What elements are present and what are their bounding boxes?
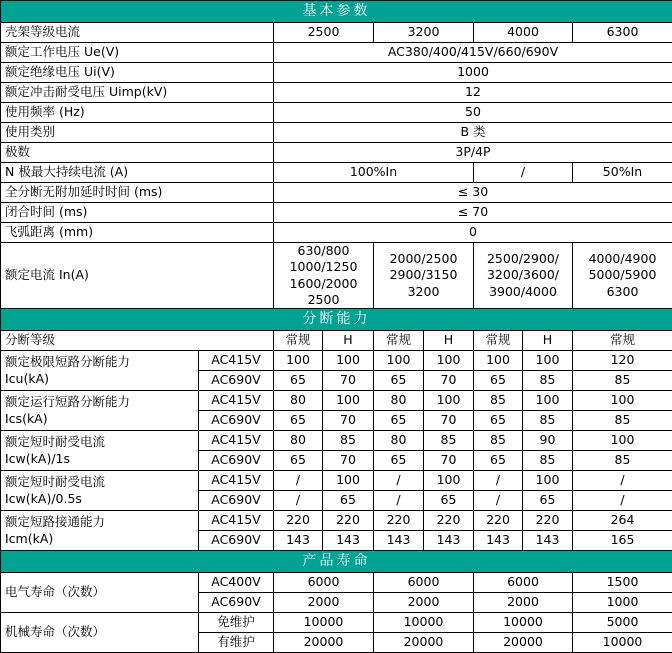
row-sublabel: AC690V [199,411,274,431]
value-line: 3200/3600/ [476,267,570,283]
value-cell: / [274,491,323,511]
value-cell: 143 [274,531,323,551]
value-cell: 85 [573,371,672,391]
row-label: 额定电流 In(A) [1,243,274,309]
value-cell: 143 [523,531,573,551]
value-cell: 100 [323,351,374,371]
value-cell: 100 [424,351,474,371]
value-cell: 5000 [573,613,672,633]
value-line: 2500/2900/ [476,251,570,267]
row-label-zh: 额定极限短路分断能力 [5,354,196,371]
section-header-breaking-capacity: 分断能力 [1,309,672,331]
value-cell: / [474,471,523,491]
value-cell: ≤ 70 [274,203,672,223]
table-row [1,613,672,633]
value-cell: 65 [374,451,424,471]
grade-cell: 常规 [374,331,424,351]
value-cell: 100 [573,431,672,451]
value-cell: 65 [274,411,323,431]
value-cell: 80 [274,431,323,451]
row-sublabel: AC690V [199,371,274,391]
row-label: 电气寿命（次数） [1,573,199,613]
table-row-rated-current [1,243,672,309]
row-label: 分断等级 [1,331,274,351]
row-label-zh: 额定运行短路分断能力 [5,394,196,411]
value-cell: 4000 [474,23,573,43]
value-cell: 143 [374,531,424,551]
value-line: 2000/2500 [376,251,471,267]
value-cell: 70 [424,411,474,431]
row-label-code: Icw(kA)/1s [5,451,196,468]
row-sublabel: AC690V [199,491,274,511]
table-row [1,391,672,411]
value-cell: 65 [323,491,374,511]
row-label-code: Icw(kA)/0.5s [5,491,196,508]
table-row [1,573,672,593]
value-cell: 100 [474,351,523,371]
row-sublabel: AC415V [199,351,274,371]
value-cell: 220 [323,511,374,531]
table-row [1,23,672,43]
value-cell: 10000 [274,613,374,633]
value-cell: 65 [474,371,523,391]
value-cell: 165 [573,531,672,551]
section-header-product-life: 产品寿命 [1,551,672,573]
value-line: 3200 [376,284,471,300]
table-row [1,203,672,223]
value-cell: 85 [523,451,573,471]
value-line: 1600/2000 [276,276,371,292]
value-cell: 100 [424,391,474,411]
value-cell: 143 [424,531,474,551]
value-cell: B 类 [274,123,672,143]
row-label [1,471,199,511]
row-label-zh: 额定短时耐受电流 [5,434,196,451]
value-cell: 0 [274,223,672,243]
row-sublabel: AC690V [199,531,274,551]
value-cell: 65 [374,411,424,431]
value-cell: 85 [323,431,374,451]
value-cell: 100 [374,351,424,371]
value-cell: 85 [474,391,523,411]
row-label: 额定绝缘电压 Ui(V) [1,63,274,83]
value-cell: 100 [323,471,374,491]
value-cell: 2000 [374,593,474,613]
row-sublabel: AC690V [199,451,274,471]
value-cell: 85 [573,411,672,431]
value-cell: 85 [474,431,523,451]
value-cell: 264 [573,511,672,531]
row-label [1,431,199,471]
value-cell: / [274,471,323,491]
value-cell: 100 [523,351,573,371]
table-row [1,351,672,371]
table-row [1,431,672,451]
value-cell: 65 [474,451,523,471]
row-label: 使用频率 (Hz) [1,103,274,123]
value-cell: 6000 [374,573,474,593]
value-cell: 85 [573,451,672,471]
row-label: 全分断无附加延时时间 (ms) [1,183,274,203]
row-sublabel: 免维护 [199,613,274,633]
value-line: 5000/5900 [575,267,670,283]
row-sublabel: AC415V [199,471,274,491]
value-cell: 100 [523,471,573,491]
table-row [1,63,672,83]
value-cell: 85 [424,431,474,451]
row-label: 额定工作电压 Ue(V) [1,43,274,63]
row-label: 极数 [1,143,274,163]
row-label: 飞弧距离 (mm) [1,223,274,243]
grade-cell: 常规 [474,331,523,351]
row-label: N 极最大持续电流 (A) [1,163,274,183]
value-cell: 70 [323,371,374,391]
value-cell: 65 [523,491,573,511]
value-cell: / [474,491,523,511]
value-line: 2900/3150 [376,267,471,283]
row-label-zh: 额定短时耐受电流 [5,474,196,491]
value-cell: 65 [424,491,474,511]
value-cell: ≤ 30 [274,183,672,203]
value-cell: 100 [323,391,374,411]
section-product-life [1,551,672,573]
row-label: 壳架等级电流 [1,23,274,43]
value-cell: 20000 [274,633,374,653]
table-row [1,103,672,123]
value-cell [374,243,474,309]
value-cell: 65 [374,371,424,391]
value-line: 4000/4900 [575,251,670,267]
value-line: 6300 [575,284,670,300]
table-row [1,471,672,491]
value-cell: 10000 [573,633,672,653]
row-label-zh: 额定短路接通能力 [5,514,196,531]
section-breaking-capacity [1,309,672,331]
value-cell: 1000 [274,63,672,83]
row-label: 使用类别 [1,123,274,143]
value-cell: 10000 [374,613,474,633]
row-sublabel: AC690V [199,593,274,613]
value-cell [274,243,374,309]
value-cell: 1500 [573,573,672,593]
value-cell: 20000 [474,633,573,653]
row-label-code: Ics(kA) [5,411,196,428]
table-row [1,43,672,63]
value-line: 1000/1250 [276,259,371,275]
value-cell: 90 [523,431,573,451]
value-cell: 220 [474,511,523,531]
row-label [1,391,199,431]
value-cell: 220 [523,511,573,531]
value-cell [474,243,573,309]
row-label: 额定冲击耐受电压 Uimp(kV) [1,83,274,103]
value-cell: 3200 [374,23,474,43]
value-cell: 220 [274,511,323,531]
value-cell: 70 [323,411,374,431]
row-sublabel: 有维护 [199,633,274,653]
section-header-basic-params: 基本参数 [1,1,672,23]
value-cell: AC380/400/415V/660/690V [274,43,672,63]
value-cell [573,243,672,309]
value-cell: 100%In [274,163,474,183]
value-line: 2500 [276,292,371,308]
table-row [1,123,672,143]
value-cell: 65 [274,451,323,471]
value-cell: 80 [374,431,424,451]
grade-cell: H [323,331,374,351]
value-cell: 50%In [573,163,672,183]
table-row [1,223,672,243]
row-label-code: Icm(kA) [5,531,196,548]
value-cell: 6000 [474,573,573,593]
value-cell: / [374,491,424,511]
value-cell: 85 [523,371,573,391]
value-cell: 100 [523,391,573,411]
value-cell: 100 [274,351,323,371]
value-cell: 70 [323,451,374,471]
table-row [1,83,672,103]
value-cell: 65 [274,371,323,391]
value-cell: 2000 [274,593,374,613]
row-label [1,351,199,391]
table-row [1,511,672,531]
value-cell: 65 [474,411,523,431]
value-cell: 70 [424,371,474,391]
row-sublabel: AC415V [199,391,274,411]
section-basic-params [1,1,672,23]
value-cell: 2000 [474,593,573,613]
value-cell: 6000 [274,573,374,593]
value-cell: / [573,471,672,491]
value-cell: 143 [323,531,374,551]
value-cell: 10000 [474,613,573,633]
table-row [1,183,672,203]
value-cell: / [573,491,672,511]
value-cell: / [374,471,424,491]
table-row [1,331,672,351]
value-cell: 220 [374,511,424,531]
row-sublabel: AC415V [199,431,274,451]
value-cell: 85 [523,411,573,431]
value-cell: 100 [573,391,672,411]
value-cell: 3P/4P [274,143,672,163]
value-cell: / [474,163,573,183]
row-sublabel: AC415V [199,511,274,531]
value-cell: 220 [424,511,474,531]
row-label [1,511,199,551]
value-cell: 6300 [573,23,672,43]
row-label: 机械寿命（次数） [1,613,199,653]
value-cell: 20000 [374,633,474,653]
grade-cell: 常规 [573,331,672,351]
grade-cell: H [523,331,573,351]
row-sublabel: AC400V [199,573,274,593]
table-row [1,163,672,183]
value-cell: 100 [424,471,474,491]
value-cell: 1000 [573,593,672,613]
grade-cell: 常规 [274,331,323,351]
value-cell: 50 [274,103,672,123]
table-row [1,143,672,163]
value-cell: 80 [274,391,323,411]
row-label-code: Icu(kA) [5,371,196,388]
value-cell: 12 [274,83,672,103]
value-cell: 80 [374,391,424,411]
value-cell: 143 [474,531,523,551]
value-cell: 120 [573,351,672,371]
value-cell: 2500 [274,23,374,43]
value-cell: 70 [424,451,474,471]
value-line: 3900/4000 [476,284,570,300]
grade-cell: H [424,331,474,351]
row-label: 闭合时间 (ms) [1,203,274,223]
value-line: 630/800 [276,243,371,259]
